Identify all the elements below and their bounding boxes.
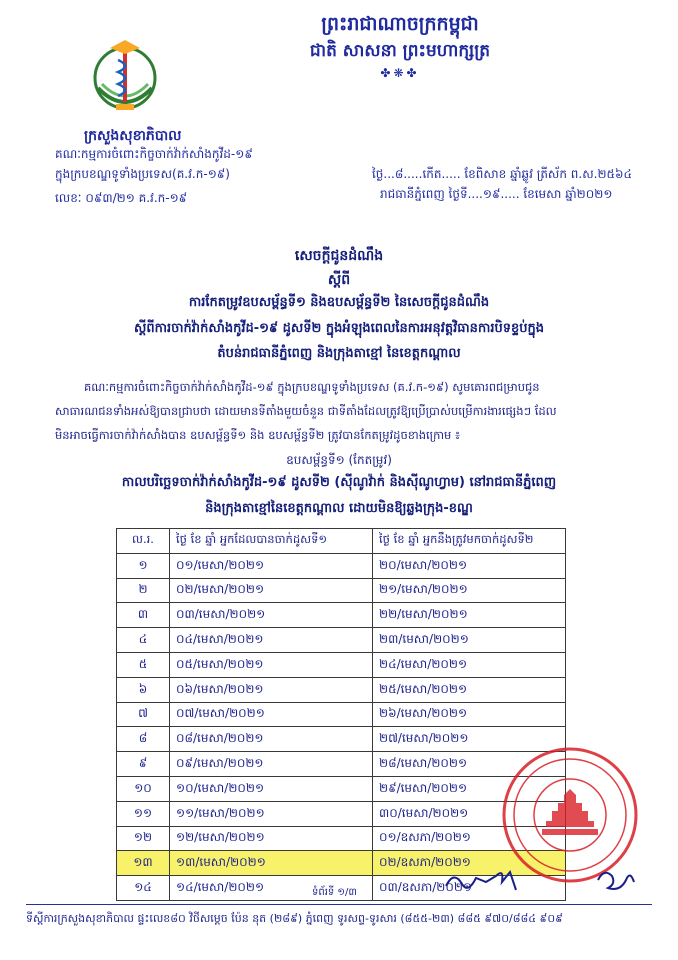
- dose2-date: ២៣/មេសា/២០២១: [373, 628, 566, 653]
- title-subject-line3: តំបន់រាជធានីភ្នំពេញ និងក្រុងតាខ្មៅ នៃខេត្តកណ្តាល: [217, 346, 461, 361]
- schedule-title-line2: និងក្រុងតាខ្មៅនៃខេត្តកណ្តាល ដោយមិនឱ្យឆ្លងក្រុង-ខណ្ឌ: [205, 501, 473, 516]
- dose2-date: ២៨/មេសា/២០២១: [373, 752, 566, 777]
- table-row: [117, 727, 566, 752]
- dose1-date: ១៤/មេសា/២០២១: [170, 876, 373, 901]
- dose1-date: ០៩/មេសា/២០២១: [170, 752, 373, 777]
- dose1-date: ០១/មេសា/២០២១: [170, 553, 373, 578]
- table-row: [117, 801, 566, 826]
- solar-date: រាជធានីភ្នំពេញ ថ្ងៃទី....១៩..... ខែមេសា ឆ្នាំ២០២១: [380, 187, 613, 201]
- table-row: [117, 826, 566, 851]
- page-number: ទំព័រទី ១/៣: [312, 887, 357, 898]
- row-number: ៦: [117, 677, 170, 702]
- row-number: ៤: [117, 628, 170, 653]
- ornament: ✤❋✤: [380, 66, 420, 80]
- footer-address: ទីស្តីការក្រសួងសុខាភិបាល ផ្ទះលេខ៨០ វិថីសម្តេច ប៉ែន នុត (២៨៩) ភ្នំពេញ ទូរសព្ទ-ទូរសារ (៨៥៥-២៣) ៨៨៥ ៩៧០/៨៨៤ ៩០៩: [26, 912, 563, 925]
- dose1-date: ១៣/មេសា/២០២១: [170, 851, 373, 876]
- row-number: ៧: [117, 702, 170, 727]
- dose1-date: ១១/មេសា/២០២១: [170, 801, 373, 826]
- dose2-date: ២២/មេសា/២០២១: [373, 603, 566, 628]
- table-row: [117, 652, 566, 677]
- dose2-date: ២៧/មេសា/២០២១: [373, 727, 566, 752]
- row-number: ១៤: [117, 876, 170, 901]
- schedule-title-line1: កាលបរិច្ឆេទចាក់វ៉ាក់សាំងកូវីដ-១៩ ដូសទី២ (ស៊ីណូវ៉ាក់ និងស៊ីណូហ្វាម) នៅរាជធានីភ្នំពេញ: [121, 475, 557, 490]
- dose2-date: ២៥/មេសា/២០២១: [373, 677, 566, 702]
- row-number: ៥: [117, 652, 170, 677]
- row-number: ៣: [117, 603, 170, 628]
- national-motto: ជាតិ សាសនា ព្រះមហាក្សត្រ: [309, 41, 491, 61]
- row-number: ២: [117, 578, 170, 603]
- dose2-date: ២១/មេសា/២០២១: [373, 578, 566, 603]
- col-header-dose2: ថ្ងៃ ខែ ឆ្នាំ អ្នកនឹងត្រូវមកចាក់ដូសទី២: [373, 529, 566, 554]
- dose2-date: ២០/មេសា/២០២១: [373, 553, 566, 578]
- ministry-logo-icon: [88, 36, 162, 120]
- dose2-date: ០៣/ឧសភា/២០២១: [373, 876, 566, 901]
- dose1-date: ០២/មេសា/២០២១: [170, 578, 373, 603]
- dose1-date: ០៣/មេសា/២០២១: [170, 603, 373, 628]
- dose2-date: ២៤/មេសា/២០២១: [373, 652, 566, 677]
- reference-number: លេខៈ ០៩៣/២១ គ.វ.ក-១៩: [55, 191, 188, 205]
- signature-mark: [440, 860, 530, 900]
- row-number: ១៣: [117, 851, 170, 876]
- table-row: [117, 578, 566, 603]
- table-row: [117, 776, 566, 801]
- dose1-date: ០៤/មេសា/២០២១: [170, 628, 373, 653]
- title-subject-line2: ស្តីពីការចាក់វ៉ាក់សាំងកូវីដ-១៩ ដូសទី២ ក្នុងអំឡុងពេលនៃការអនុវត្តវិធានការបិទខ្ទប់ក្នុង: [134, 321, 544, 336]
- row-number: ១០: [117, 776, 170, 801]
- dose1-date: ១២/មេសា/២០២១: [170, 826, 373, 851]
- row-number: ១១: [117, 801, 170, 826]
- row-number: ៩: [117, 752, 170, 777]
- committee-scope: ក្នុងក្របខណ្ឌទូទាំងប្រទេស(គ.វ.ក-១៩): [55, 167, 230, 181]
- dose2-date: ២៦/មេសា/២០២១: [373, 702, 566, 727]
- title-about: ស្តីពី: [327, 272, 351, 288]
- body-paragraph-line2: សាធារណជនទាំងអស់ឱ្យបានជ្រាបថា ដោយមានទីតាំងមួយចំនួន ជាទីតាំងដែលត្រូវឱ្យប្រើប្រាស់បម្រើការងារផ្សេងៗ ដែល: [55, 404, 557, 418]
- table-row: [117, 553, 566, 578]
- dose2-date: ៣០/មេសា/២០២១: [373, 801, 566, 826]
- initials-mark: [590, 862, 640, 896]
- committee-name: គណៈកម្មការចំពោះកិច្ចចាក់វ៉ាក់សាំងកូវីដ-១៩: [55, 147, 253, 161]
- body-paragraph-line1: គណៈកម្មការចំពោះកិច្ចចាក់វ៉ាក់សាំងកូវីដ-១៩ ក្នុងក្របខណ្ឌទូទាំងប្រទេស (គ.វ.ក-១៩) សូមគោរពជម្រាបជូន: [84, 380, 540, 394]
- footer-divider: [26, 904, 652, 905]
- row-number: ៨: [117, 727, 170, 752]
- body-paragraph-line3: មិនអាចធ្វើការចាក់វ៉ាក់សាំងបាន ឧបសម្ព័ន្ធទី១ និង ឧបសម្ព័ន្ធទី២ ត្រូវបានកែតម្រូវដូចខាងក្រោម ៖: [55, 428, 461, 442]
- kingdom-title: ព្រះរាជាណាចក្រកម្ពុជា: [321, 13, 479, 35]
- dose1-date: ០៦/មេសា/២០២១: [170, 677, 373, 702]
- dose1-date: ០៥/មេសា/២០២១: [170, 652, 373, 677]
- table-row: [117, 752, 566, 777]
- title-subject-line1: ការកែតម្រូវឧបសម្ព័ន្ធទី១ និងឧបសម្ព័ន្ធទី២ នៃសេចក្តីជូនដំណឹង: [188, 295, 490, 310]
- table-row: [117, 603, 566, 628]
- annex-label: ឧបសម្ព័ន្ធទី១ (កែតម្រូវ): [286, 453, 392, 467]
- document-title: សេចក្តីជូនដំណឹង: [294, 248, 384, 264]
- dose2-date: ២៩/មេសា/២០២១: [373, 776, 566, 801]
- table-header-row: [117, 529, 566, 554]
- schedule-table: [116, 528, 566, 901]
- table-row: [117, 677, 566, 702]
- col-header-dose1: ថ្ងៃ ខែ ឆ្នាំ អ្នកដែលបានចាក់ដូសទី១: [170, 529, 373, 554]
- table-row: [117, 702, 566, 727]
- col-header-number: ល.រ.: [117, 529, 170, 554]
- row-number: ១២: [117, 826, 170, 851]
- dose2-date: ០១/ឧសភា/២០២១: [373, 826, 566, 851]
- row-number: ១: [117, 553, 170, 578]
- dose1-date: ០៧/មេសា/២០២១: [170, 702, 373, 727]
- dose2-date: ០២/ឧសភា/២០២១: [373, 851, 566, 876]
- lunar-date: ថ្ងៃ...៨.....កើត..... ខែពិសាខ ឆ្នាំឆ្លូវ ត្រីស័ក ព.ស.២៥៦៤: [372, 167, 633, 181]
- ministry-name: ក្រសួងសុខាភិបាល: [84, 128, 182, 144]
- dose1-date: ០៨/មេសា/២០២១: [170, 727, 373, 752]
- dose1-date: ១០/មេសា/២០២១: [170, 776, 373, 801]
- table-row: [117, 628, 566, 653]
